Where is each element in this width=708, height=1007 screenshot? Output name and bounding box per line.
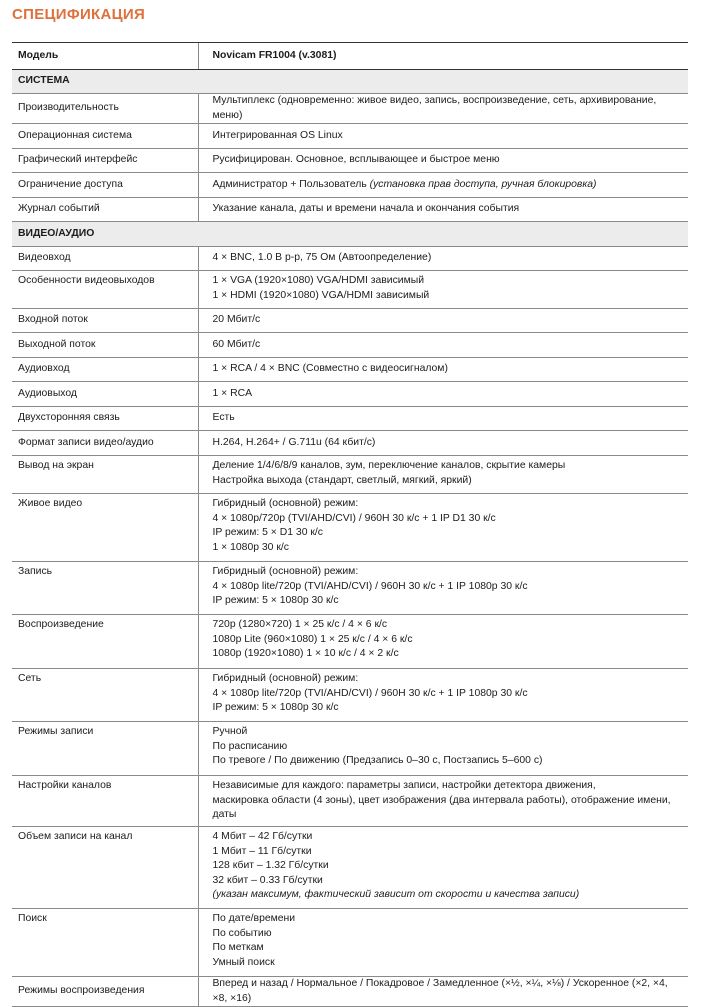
row-label: Поиск	[12, 908, 198, 976]
row-value: Указание канала, даты и времени начала и окончания события	[198, 198, 688, 222]
value-line: 128 кбит – 1.32 Гб/сутки	[212, 860, 329, 872]
row-value	[198, 615, 688, 669]
table-row	[12, 173, 688, 198]
row-value	[198, 271, 688, 309]
row-value	[198, 456, 688, 494]
row-label: Режимы записи	[12, 722, 198, 776]
row-label: Аудиовход	[12, 358, 198, 382]
value-line: Деление 1/4/6/8/9 каналов, зум, переключение каналов, скрытие камеры	[212, 460, 566, 472]
table-row	[12, 722, 688, 776]
table-row	[12, 562, 688, 615]
value-line: Гибридный (основной) режим:	[212, 498, 359, 510]
access-note: (установка прав доступа, ручная блокировка)	[369, 178, 597, 190]
value-line: 1080p (1920×1080) 1 × 10 к/с / 4 × 2 к/с	[212, 648, 399, 660]
table-row	[12, 456, 688, 494]
row-label: Журнал событий	[12, 198, 198, 222]
table-row	[12, 271, 688, 309]
table-row	[12, 94, 688, 124]
row-value: 4 × BNC, 1.0 В p-p, 75 Ом (Автоопределение)	[198, 247, 688, 271]
table-row	[12, 333, 688, 358]
row-value: 60 Мбит/с	[198, 333, 688, 358]
table-row	[12, 358, 688, 382]
value-line: 1 × 1080p 30 к/с	[212, 541, 289, 553]
model-row	[12, 43, 688, 70]
row-label: Режимы воспроизведения	[12, 976, 198, 1006]
row-value	[198, 776, 688, 827]
section-system	[12, 70, 688, 94]
table-row	[12, 976, 688, 1006]
row-label: Формат записи видео/аудио	[12, 431, 198, 456]
row-label: Двухсторонняя связь	[12, 407, 198, 431]
row-label: Запись	[12, 562, 198, 615]
value-line: Ручной	[212, 726, 248, 738]
table-row	[12, 247, 688, 271]
spec-table	[12, 42, 688, 1007]
row-label: Объем записи на канал	[12, 826, 198, 908]
table-row	[12, 615, 688, 669]
table-row	[12, 669, 688, 722]
row-value: Мультиплекс (одновременно: живое видео, запись, воспроизведение, сеть, архивирование, меню)	[198, 94, 688, 124]
value-line: Гибридный (основной) режим:	[212, 566, 359, 578]
row-label: Выходной поток	[12, 333, 198, 358]
row-label: Аудиовыход	[12, 382, 198, 407]
access-value: Администратор + Пользователь	[212, 178, 370, 190]
row-value: H.264, H.264+ / G.711u (64 кбит/с)	[198, 431, 688, 456]
model-label: Модель	[12, 43, 198, 70]
value-line: По событию	[212, 927, 272, 939]
row-value	[198, 908, 688, 976]
row-value: 1 × RCA / 4 × BNC (Совместно с видеосигналом)	[198, 358, 688, 382]
table-row	[12, 149, 688, 173]
value-line: IP режим: 5 × 1080p 30 к/с	[212, 595, 339, 607]
row-label: Особенности видеовыходов	[12, 271, 198, 309]
row-value	[198, 562, 688, 615]
table-row	[12, 198, 688, 222]
row-label: Настройки каналов	[12, 776, 198, 827]
value-line: 4 × 1080p lite/720p (TVI/AHD/CVI) / 960H 30 к/с + 1 IP 1080p 30 к/с	[212, 580, 528, 592]
page-title: СПЕЦИФИКАЦИЯ	[12, 6, 146, 23]
section-video-audio	[12, 222, 688, 247]
value-line: маскировка области (4 зоны), цвет изображения (два интервала работы), отображение имени, даты	[212, 794, 671, 821]
row-value: 20 Мбит/с	[198, 309, 688, 333]
table-row	[12, 908, 688, 976]
table-row	[12, 309, 688, 333]
table-row	[12, 407, 688, 431]
value-line: По расписанию	[212, 740, 288, 752]
value-line: IP режим: 5 × D1 30 к/с	[212, 527, 323, 539]
value-line: IP режим: 5 × 1080p 30 к/с	[212, 702, 339, 714]
row-value	[198, 669, 688, 722]
row-label: Сеть	[12, 669, 198, 722]
value-line: 4 × 1080p lite/720p (TVI/AHD/CVI) / 960H 30 к/с + 1 IP 1080p 30 к/с	[212, 687, 528, 699]
value-line: Гибридный (основной) режим:	[212, 673, 359, 685]
table-row	[12, 776, 688, 827]
table-row	[12, 494, 688, 562]
value-line: 32 кбит – 0.33 Гб/сутки	[212, 874, 323, 886]
row-value: Русифицирован. Основное, всплывающее и быстрое меню	[198, 149, 688, 173]
row-value: Есть	[198, 407, 688, 431]
value-line: По меткам	[212, 942, 264, 954]
table-row	[12, 382, 688, 407]
value-line: По тревоге / По движению (Предзапись 0–30 с, Постзапись 5–600 с)	[212, 755, 543, 767]
value-line: 1 × VGA (1920×1080) VGA/HDMI зависимый	[212, 275, 425, 287]
row-value: Интегрированная OS Linux	[198, 124, 688, 149]
row-label: Вывод на экран	[12, 456, 198, 494]
value-line: 1 Мбит – 11 Гб/сутки	[212, 845, 312, 857]
row-label: Видеовход	[12, 247, 198, 271]
table-row	[12, 826, 688, 908]
value-line: Умный поиск	[212, 956, 275, 968]
model-value: Novicam FR1004 (v.3081)	[198, 43, 688, 70]
value-line: Независимые для каждого: параметры записи, настройки детектора движения,	[212, 780, 596, 792]
section-system-title: СИСТЕМА	[12, 70, 688, 94]
row-label: Графический интерфейс	[12, 149, 198, 173]
row-value: 1 × RCA	[198, 382, 688, 407]
row-value	[198, 826, 688, 908]
row-value	[198, 173, 688, 198]
value-note: (указан максимум, фактический зависит от скорости и качества записи)	[212, 889, 580, 901]
value-line: По дате/времени	[212, 912, 296, 924]
table-row	[12, 124, 688, 149]
row-value	[198, 494, 688, 562]
row-label: Живое видео	[12, 494, 198, 562]
row-label: Производительность	[12, 94, 198, 124]
row-label: Входной поток	[12, 309, 198, 333]
value-line: 720p (1280×720) 1 × 25 к/с / 4 × 6 к/с	[212, 619, 388, 631]
value-line: Настройка выхода (стандарт, светлый, мягкий, яркий)	[212, 474, 472, 486]
row-label: Ограничение доступа	[12, 173, 198, 198]
value-line: 4 × 1080p/720p (TVI/AHD/CVI) / 960H 30 к/с + 1 IP D1 30 к/с	[212, 512, 496, 524]
row-label: Воспроизведение	[12, 615, 198, 669]
section-video-audio-title: ВИДЕО/АУДИО	[12, 222, 688, 247]
value-line: 1080p Lite (960×1080) 1 × 25 к/с / 4 × 6 к/с	[212, 633, 413, 645]
row-label: Операционная система	[12, 124, 198, 149]
value-line: 1 × HDMI (1920×1080) VGA/HDMI зависимый	[212, 289, 430, 301]
value-line: 4 Мбит – 42 Гб/сутки	[212, 830, 313, 842]
table-row	[12, 431, 688, 456]
row-value	[198, 722, 688, 776]
row-value: Вперед и назад / Нормальное / Покадровое / Замедленное (×½, ×¼, ×⅛) / Ускоренное (×2, ×4, ×8, ×16)	[198, 976, 688, 1006]
